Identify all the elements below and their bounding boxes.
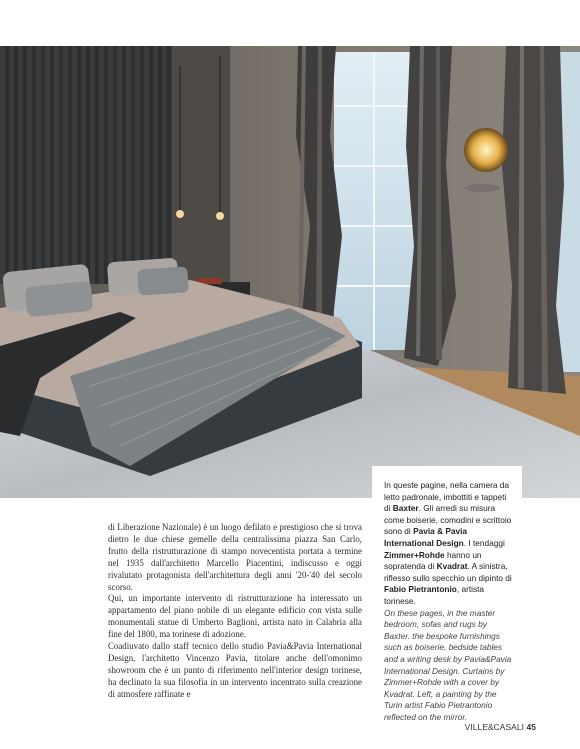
- page-footer: [465, 722, 536, 732]
- caption-italian: [384, 480, 512, 606]
- caption-english: On these pages, in the master bedroom, sofas and rugs by Baxter. the bespoke furnishings such as boiserie, bedside tables and a writing desk by Pavia&Pavia International Design. Curtains by Zimmer+Rohde with a cover by Kvadrat. Left, a painting by the Turin artist Fabio Pietrantonio reflected on the mirror.: [384, 607, 512, 722]
- wall-lamp: [464, 128, 508, 172]
- body-paragraph-3: Coadiuvato dallo staff tecnico dello studio Pavia&Pavia International Design, l'architetto Vincenzo Pavia, titolare anche dell'omonimo showroom che è un punto di riferimento nell'interior design torinese, ha declinato la sua filosofia in un intervento incentrato sulla creazione di atmosfere raffinate e: [108, 641, 362, 699]
- caption-text: , artista torinese.: [384, 584, 485, 606]
- photo-caption: [372, 466, 525, 736]
- caption-text: In queste pagine, nella camera da letto padronale, imbottiti e tappeti di: [384, 480, 510, 514]
- lamp-shelf: [464, 184, 500, 192]
- caption-text: . I tendaggi: [463, 537, 505, 548]
- caption-brand: Baxter: [392, 503, 419, 514]
- article-body: [108, 522, 362, 701]
- magazine-name: VILLE&CASALI: [464, 722, 525, 732]
- caption-text: hanno un sopratenda di: [384, 549, 482, 572]
- body-paragraph-1: di Liberazione Nazionale) è un luogo defilato e prestigioso che si trova dietro le due chiese gemelle della centralissima piazza San Carlo, frutto della ristrutturazione di stampo novecentista portata a termine nel 1935 dall'architetto Marcello Piacentini, indiscusso e oggi rivalutato protagonista dell'architettura degli anni '20-'40 del secolo scorso.: [108, 522, 362, 592]
- caption-text: . Gli arredi su misura come boiserie, comodini e scrittoio sono di: [384, 503, 512, 537]
- caption-brand: Kvadrat: [436, 561, 468, 572]
- page-number: 45: [526, 722, 536, 732]
- caption-brand: Fabio Pietrantonio: [384, 584, 457, 595]
- caption-text: . A sinistra, riflesso sullo specchio un dipinto di: [384, 561, 512, 583]
- bedroom-illustration: [0, 46, 580, 498]
- caption-brand: Pavia & Pavia International Design: [384, 526, 468, 548]
- caption-brand: Zimmer+Rohde: [384, 549, 445, 560]
- body-paragraph-2: Qui, un importante intervento di ristrutturazione ha interessato un appartamento del piano nobile di un elegante edificio con vista sulle monumentali statue di Umberto Baglioni, artista nato in Calabria alla fine del 1800, ma torinese di adozione.: [108, 593, 362, 640]
- headboard-boiserie: [0, 46, 172, 284]
- bedroom-photo: [0, 46, 580, 498]
